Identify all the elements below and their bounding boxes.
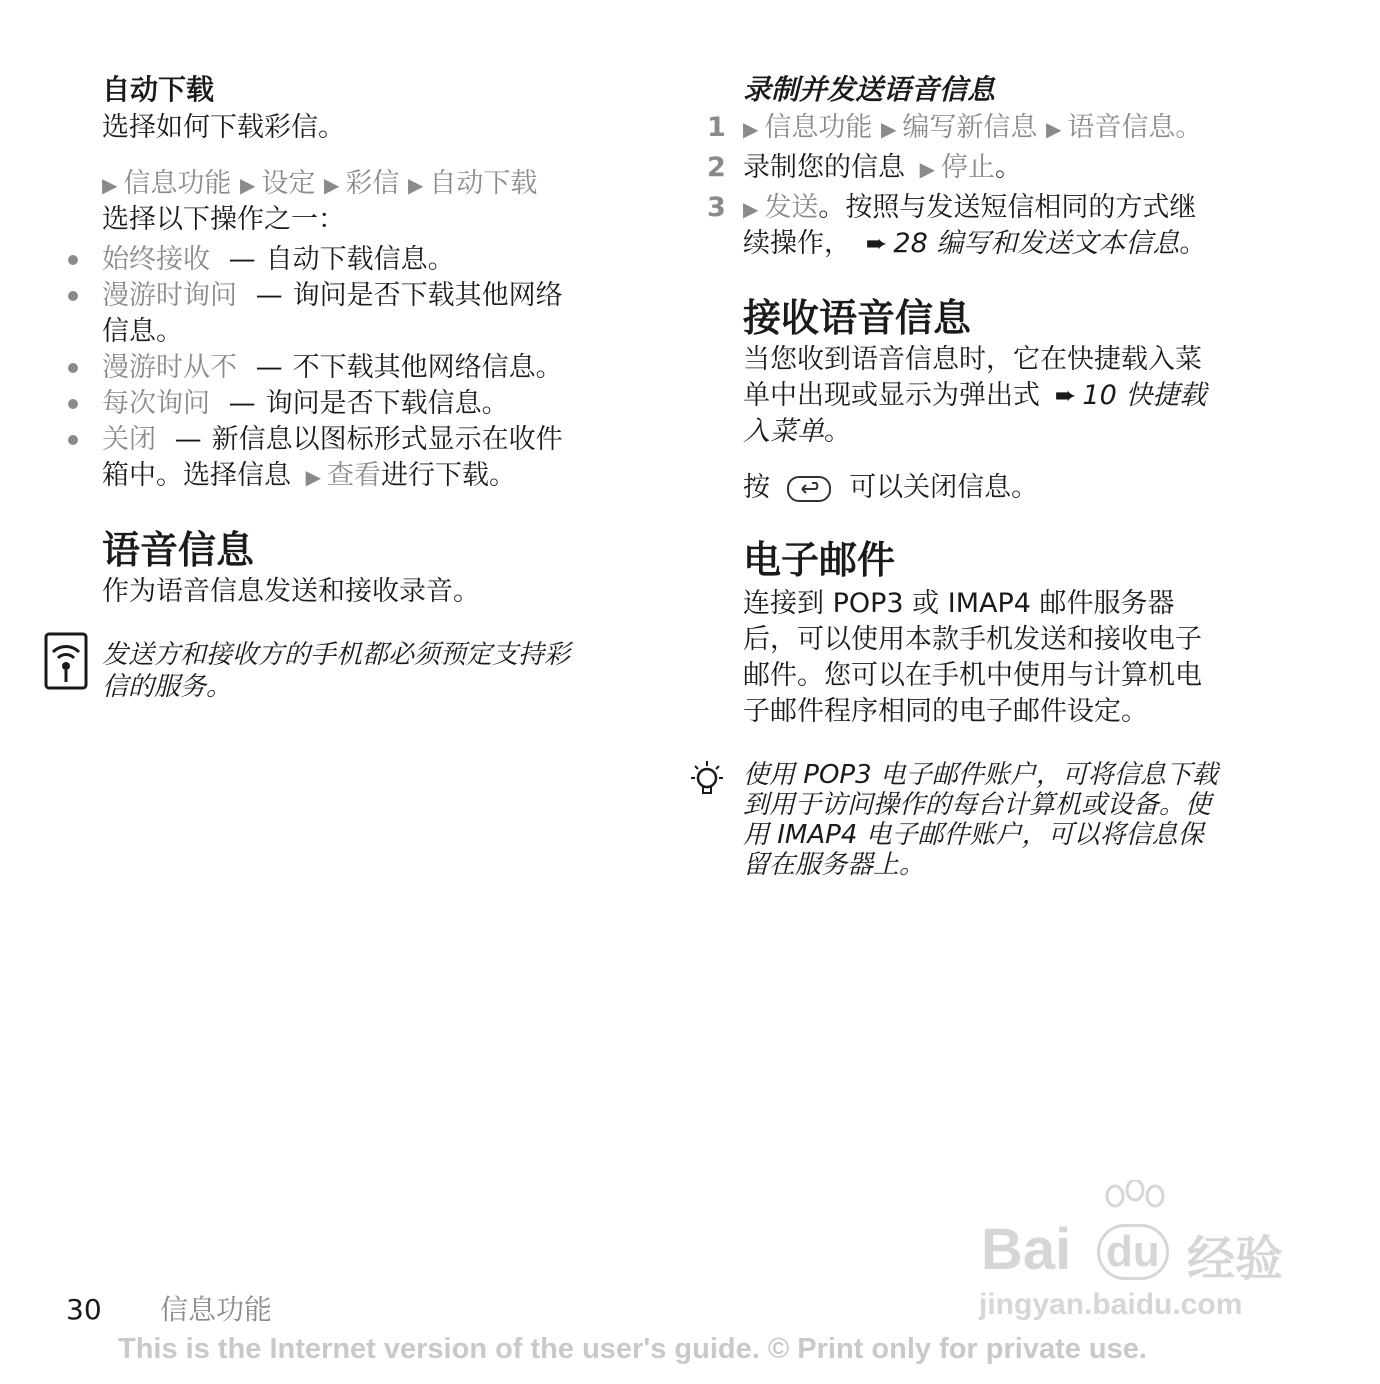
- operator-service-icon: [44, 632, 90, 694]
- arrow-icon: ▶: [743, 197, 759, 221]
- lightbulb-tip-icon: [685, 758, 729, 806]
- step-end: 。: [1179, 228, 1207, 259]
- press-text-pre: 按: [743, 472, 770, 503]
- email-text: 子邮件程序相同的电子邮件设定。: [743, 696, 1148, 727]
- step-number: 1: [707, 112, 726, 143]
- step-end: 。: [994, 152, 1022, 183]
- baidu-jingyan-watermark: [975, 1180, 1295, 1320]
- arrow-icon: ▶: [880, 117, 897, 141]
- dash: —: [228, 244, 256, 275]
- option-desc: 新信息以图标形式显示在收件: [211, 424, 563, 455]
- step-3-continued: [743, 226, 1206, 262]
- note-line: 信的服务。: [102, 672, 233, 702]
- bullet-icon: [68, 399, 78, 409]
- page-reference-link[interactable]: 入菜单: [743, 416, 824, 447]
- auto-download-desc: 选择如何下载彩信。: [102, 112, 345, 143]
- email-heading: 电子邮件: [743, 538, 896, 582]
- menu-path-item: 自动下载: [429, 168, 538, 199]
- step-text: 录制您的信息: [743, 152, 905, 183]
- menu-path-item: 彩信: [345, 168, 400, 199]
- menu-path-item: 信息功能: [764, 112, 873, 143]
- menu-path-item: 语音信息: [1067, 112, 1176, 143]
- menu-path-item: 设定: [261, 168, 316, 199]
- option-desc: 不下载其他网络信息。: [292, 352, 563, 383]
- arrow-icon: ▶: [407, 173, 424, 197]
- list-item: [102, 350, 563, 386]
- reference-arrow-icon: ➨: [1054, 381, 1077, 411]
- arrow-icon: ▶: [743, 117, 759, 141]
- option-label: 漫游时询问: [102, 280, 237, 311]
- receive-text-pre: 单中出现或显示为弹出式: [743, 380, 1040, 411]
- arrow-icon: ▶: [102, 173, 118, 197]
- bullet-icon: [68, 435, 78, 445]
- dash: —: [255, 280, 283, 311]
- option-label: 每次询问: [102, 388, 210, 419]
- menu-path-auto-download: [102, 166, 537, 203]
- receive-text: 当您收到语音信息时，它在快捷载入菜: [743, 344, 1202, 375]
- step-text: 。按照与发送短信相同的方式继: [818, 192, 1197, 223]
- dash: —: [228, 388, 256, 419]
- step-text: 续操作，: [743, 228, 851, 259]
- option-desc-pre: 箱中。选择信息: [102, 460, 291, 491]
- receive-text: [743, 414, 851, 450]
- option-desc: 自动下载信息。: [265, 244, 455, 275]
- menu-path-item: 编写新信息: [902, 112, 1038, 143]
- choose-one-text: 选择以下操作之一：: [102, 204, 345, 235]
- list-item: [102, 242, 455, 278]
- option-desc-continued: [102, 458, 516, 495]
- watermark-url: jingyan.baidu.com: [979, 1288, 1243, 1321]
- receive-text: [743, 378, 1206, 414]
- arrow-icon: ▶: [305, 465, 321, 489]
- menu-path-item: 信息功能: [123, 168, 232, 199]
- step-2: [707, 150, 1022, 187]
- arrow-icon: ▶: [1045, 117, 1062, 141]
- step-number: 2: [707, 152, 726, 183]
- step-3: [707, 190, 1197, 227]
- step-end: 。: [1175, 112, 1203, 143]
- voice-desc: 作为语音信息发送和接收录音。: [102, 576, 480, 607]
- receive-text-end: 。: [824, 416, 851, 447]
- arrow-icon: ▶: [919, 157, 935, 181]
- note-line: 发送方和接收方的手机都必须预定支持彩: [102, 640, 571, 670]
- press-text-post: 可以关闭信息。: [849, 472, 1039, 503]
- email-text: 后，可以使用本款手机发送和接收电子: [743, 624, 1202, 655]
- stop-menu-item: 停止: [940, 152, 995, 183]
- option-desc: 询问是否下载其他网络: [292, 280, 563, 311]
- bullet-icon: [68, 363, 78, 373]
- watermark-brand-mid: du: [1097, 1224, 1169, 1280]
- tip-line: 到用于访问操作的每台计算机或设备。使: [743, 790, 1212, 820]
- watermark-brand: Bai: [981, 1217, 1072, 1282]
- back-key-icon: [787, 476, 831, 502]
- footer-disclaimer: This is the Internet version of the user's guide. © Print only for private use.: [118, 1333, 1147, 1365]
- tip-line: 留在服务器上。: [743, 850, 926, 880]
- option-desc-post: 进行下载。: [380, 460, 516, 491]
- voice-heading: 语音信息: [102, 528, 255, 572]
- reference-arrow-icon: ➨: [865, 229, 888, 259]
- step-1: [707, 110, 1203, 147]
- tip-line: 用 IMAP4 电子邮件账户，可以将信息保: [743, 820, 1204, 850]
- email-text: 连接到 POP3 或 IMAP4 邮件服务器: [743, 588, 1175, 619]
- option-label: 始终接收: [102, 244, 210, 275]
- footer-section-title: 信息功能: [160, 1293, 273, 1326]
- bullet-icon: [68, 255, 78, 265]
- option-desc-continued: 信息。: [102, 316, 183, 347]
- view-menu-item: 查看: [326, 460, 381, 491]
- page-number: 30: [66, 1293, 102, 1326]
- list-item: [102, 422, 563, 458]
- page-reference-link[interactable]: 28 编写和发送文本信息: [893, 228, 1180, 259]
- list-item: [102, 386, 509, 422]
- record-heading: 录制并发送语音信息: [743, 73, 996, 106]
- arrow-icon: ▶: [323, 173, 340, 197]
- step-number: 3: [707, 192, 726, 223]
- arrow-icon: ▶: [239, 173, 256, 197]
- option-label: 关闭: [102, 424, 156, 455]
- watermark-brand-cn: 经验: [1187, 1233, 1284, 1286]
- dash: —: [174, 424, 202, 455]
- page-reference-link[interactable]: 10 快捷载: [1082, 380, 1207, 411]
- tip-line: 使用 POP3 电子邮件账户，可将信息下载: [743, 760, 1218, 790]
- receive-heading: 接收语音信息: [743, 296, 972, 340]
- list-item: [102, 278, 563, 314]
- option-label: 漫游时从不: [102, 352, 237, 383]
- auto-download-heading: 自动下载: [102, 73, 215, 106]
- option-desc: 询问是否下载信息。: [265, 388, 509, 419]
- send-menu-item: 发送: [764, 192, 819, 223]
- press-back-text: [743, 470, 1038, 506]
- dash: —: [255, 352, 283, 383]
- email-text: 邮件。您可以在手机中使用与计算机电: [743, 660, 1202, 691]
- bullet-icon: [68, 291, 78, 301]
